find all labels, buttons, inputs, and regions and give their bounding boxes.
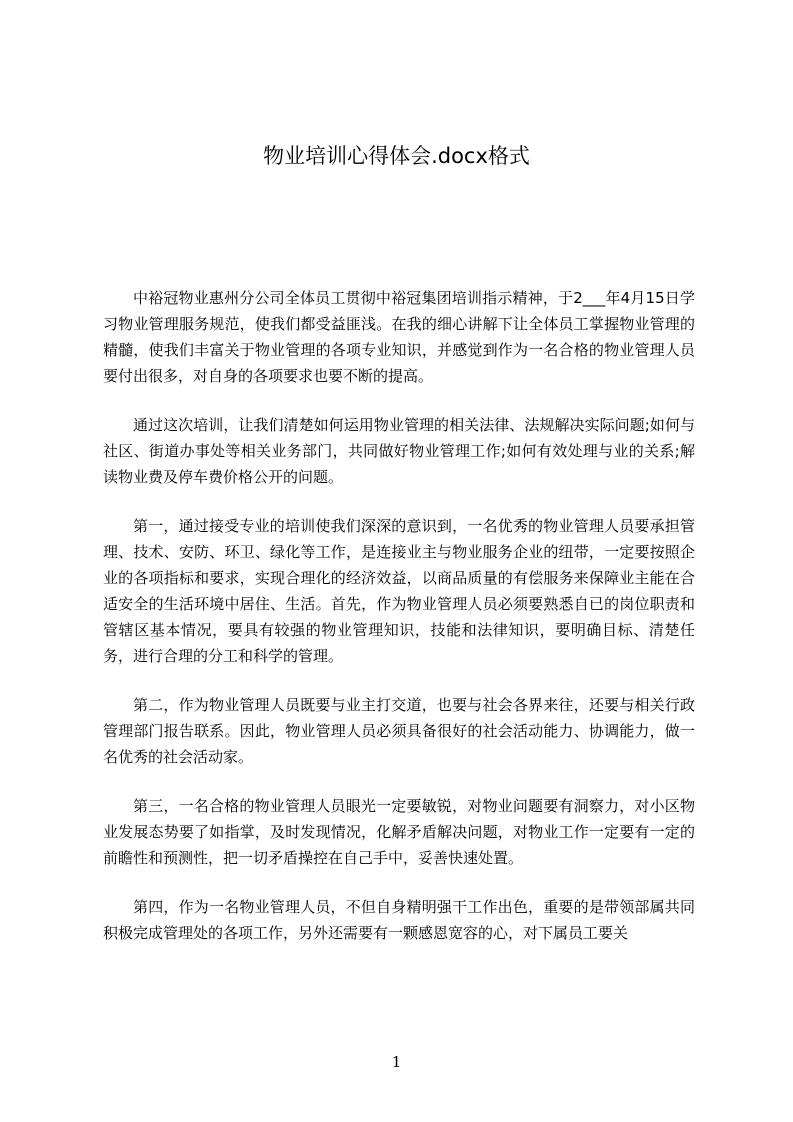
paragraph-intro: 中裕冠物业惠州分公司全体员工贯彻中裕冠集团培训指示精神，于2___年4月15日学习物业管理服务规范，使我们都受益匪浅。在我的细心讲解下让全体员工掌握物业管理的精髓，使我们丰富关于物业管理的各项专业知识，并感觉到作为一名合格的物业管理人员要付出很多，对自身的各项要求也要不断的提高。	[103, 289, 695, 385]
paragraph-point-one: 第一，通过接受专业的培训使我们深深的意识到，一名优秀的物业管理人员要承担管理、技术、安防、环卫、绿化等工作，是连接业主与物业服务企业的纽带，一定要按照企业的各项指标和要求，实现合理化的经济效益，以商品质量的有偿服务来保障业主能在合适安全的生活环境中居住、生活。首先，作为物业管理人员必须要熟悉自已的岗位职责和管辖区基本情况，要具有较强的物业管理知识，技能和法律知识，要明确目标、清楚任务，进行合理的分工和科学的管理。	[103, 517, 695, 665]
page-number: 1	[391, 1053, 402, 1071]
document-title: 物业培训心得体会.docx格式	[263, 144, 530, 168]
paragraph-point-three: 第三，一名合格的物业管理人员眼光一定要敏锐，对物业问题要有洞察力，对小区物业发展态势要了如指掌，及时发现情况，化解矛盾解决问题，对物业工作一定要有一定的前瞻性和预测性，把一切矛盾操控在自己手中，妥善快速处置。	[103, 797, 695, 867]
paragraph-training-overview: 通过这次培训，让我们清楚如何运用物业管理的相关法律、法规解决实际问题;如何与社区、街道办事处等相关业务部门，共同做好物业管理工作;如何有效处理与业的关系;解读物业费及停车费价格公开的问题。	[103, 416, 695, 486]
paragraph-point-four: 第四，作为一名物业管理人员，不但自身精明强干工作出色，重要的是带领部属共同积极完成管理处的各项工作，另外还需要有一颗感恩宽容的心，对下属员工要关	[103, 898, 695, 942]
paragraph-point-two: 第二，作为物业管理人员既要与业主打交道，也要与社会各界来往，还要与相关行政管理部门报告联系。因此，物业管理人员必须具备很好的社会活动能力、协调能力，做一名优秀的社会活动家。	[103, 696, 695, 766]
document-body	[103, 285, 695, 969]
